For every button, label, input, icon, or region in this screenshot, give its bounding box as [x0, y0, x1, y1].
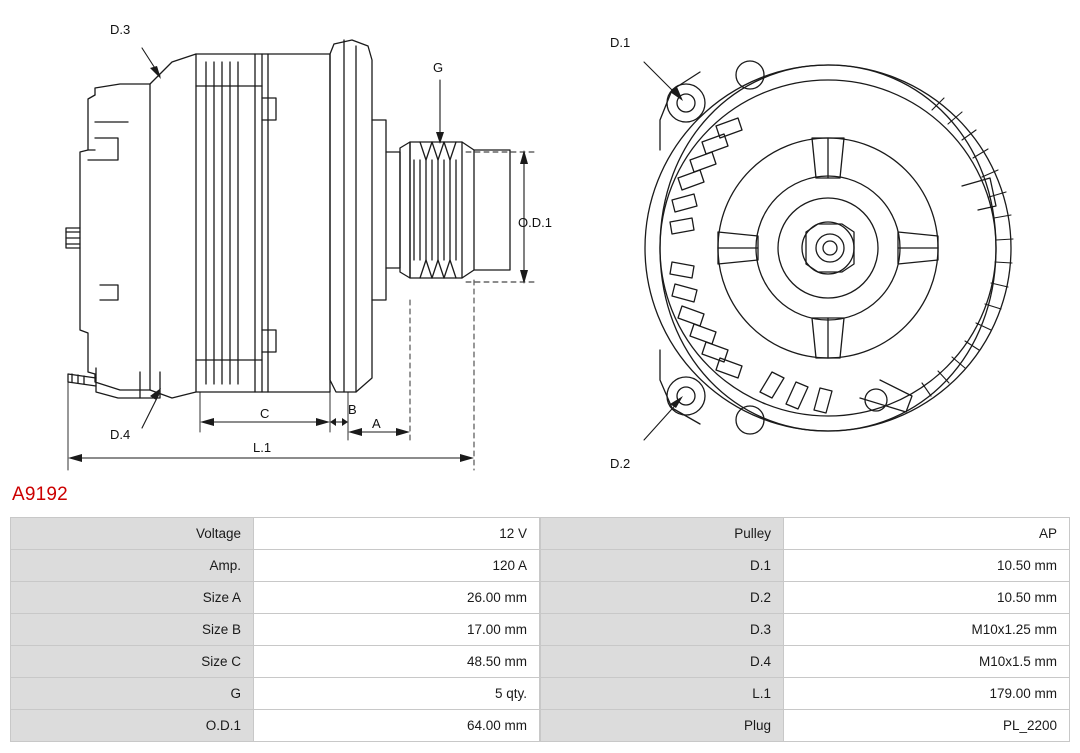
label-d4: D.4: [110, 427, 131, 442]
table-row: [11, 550, 540, 582]
spec-label: Plug: [541, 710, 784, 742]
spec-value: 10.50 mm: [784, 582, 1070, 614]
spec-label: O.D.1: [11, 710, 254, 742]
spec-label: Voltage: [11, 518, 254, 550]
spec-value: 10.50 mm: [784, 550, 1070, 582]
spec-value: 64.00 mm: [254, 710, 540, 742]
spec-value: 17.00 mm: [254, 614, 540, 646]
spec-label: Pulley: [541, 518, 784, 550]
spec-label: D.4: [541, 646, 784, 678]
label-l1: L.1: [253, 440, 272, 455]
spec-value: 179.00 mm: [784, 678, 1070, 710]
table-row: [541, 710, 1070, 742]
spec-label: Size C: [11, 646, 254, 678]
label-c: C: [260, 406, 270, 421]
label-d2: D.2: [610, 456, 631, 471]
spec-label: Size A: [11, 582, 254, 614]
label-od1: O.D.1: [518, 215, 552, 230]
spec-value: 26.00 mm: [254, 582, 540, 614]
table-row: [541, 550, 1070, 582]
spec-value: 48.50 mm: [254, 646, 540, 678]
part-code: A9192: [12, 484, 68, 505]
spec-label: G: [11, 678, 254, 710]
spec-value: M10x1.25 mm: [784, 614, 1070, 646]
spec-label: L.1: [541, 678, 784, 710]
table-row: [541, 614, 1070, 646]
table-row: [541, 646, 1070, 678]
label-d1: D.1: [610, 35, 631, 50]
spec-value: 12 V: [254, 518, 540, 550]
spec-label: D.3: [541, 614, 784, 646]
table-row: [11, 678, 540, 710]
spec-value: PL_2200: [784, 710, 1070, 742]
label-b: B: [348, 402, 357, 417]
spec-table-right: [540, 517, 1070, 742]
label-a: A: [372, 416, 381, 431]
spec-value: M10x1.5 mm: [784, 646, 1070, 678]
table-row: [11, 582, 540, 614]
spec-label: Size B: [11, 614, 254, 646]
spec-tables: [10, 517, 1070, 742]
table-row: [541, 678, 1070, 710]
spec-label: D.2: [541, 582, 784, 614]
table-row: [11, 614, 540, 646]
spec-label: D.1: [541, 550, 784, 582]
label-g: G: [433, 60, 444, 75]
spec-value: AP: [784, 518, 1070, 550]
table-row: [541, 518, 1070, 550]
label-d3: D.3: [110, 22, 131, 37]
spec-value: 120 A: [254, 550, 540, 582]
spec-label: Amp.: [11, 550, 254, 582]
spec-table-left: [10, 517, 540, 742]
spec-value: 5 qty.: [254, 678, 540, 710]
table-row: [541, 582, 1070, 614]
table-row: [11, 518, 540, 550]
table-row: [11, 646, 540, 678]
table-row: [11, 710, 540, 742]
